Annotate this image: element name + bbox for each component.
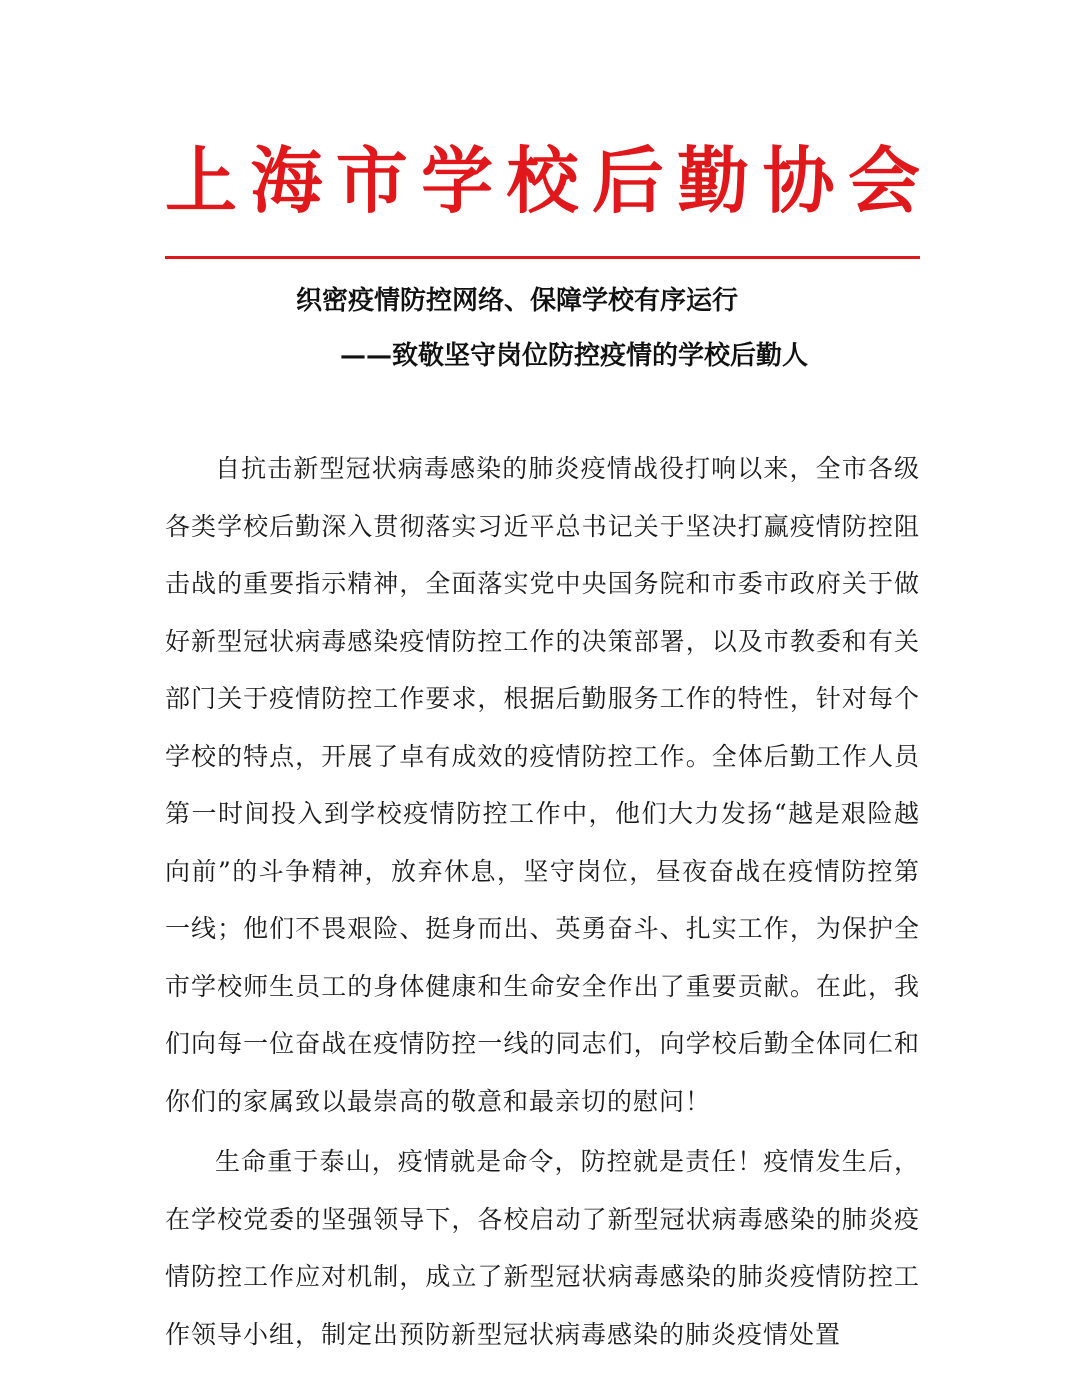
- article-body: [165, 440, 920, 1363]
- masthead-char: 上: [165, 138, 238, 223]
- masthead-char: 协: [762, 138, 835, 223]
- article-subtitle: ——致敬坚守岗位防控疫情的学校后勤人: [340, 341, 809, 371]
- paragraph: 生命重于泰山，疫情就是命令，防控就是责任！疫情发生后，在学校党委的坚强领导下，各校启动了新型冠状病毒感染的肺炎疫情防控工作应对机制，成立了新型冠状病毒感染的肺炎疫情防控工作领导小组，制定出预防新型冠状病毒感染的肺炎疫情处置: [165, 1147, 920, 1349]
- masthead-char: 后: [591, 138, 664, 223]
- article-title: 织密疫情防控网络、保障学校有序运行: [296, 286, 739, 316]
- masthead-char: 勤: [677, 138, 750, 223]
- masthead-char: 海: [250, 138, 323, 223]
- masthead-char: 校: [506, 138, 579, 223]
- organization-masthead: [165, 120, 920, 230]
- masthead-char: 会: [848, 138, 921, 223]
- masthead-char: 市: [335, 138, 408, 223]
- masthead-char: 学: [421, 138, 494, 223]
- header-divider: [165, 256, 920, 259]
- paragraph: 自抗击新型冠状病毒感染的肺炎疫情战役打响以来，全市各级各类学校后勤深入贯彻落实习近平总书记关于坚决打赢疫情防控阻击战的重要指示精神，全面落实党中央国务院和市委市政府关于做好新型冠状病毒感染疫情防控工作的决策部署，以及市教委和有关部门关于疫情防控工作要求，根据后勤服务工作的特性，针对每个学校的特点，开展了卓有成效的疫情防控工作。全体后勤工作人员第一时间投入到学校疫情防控工作中，他们大力发扬“越是艰险越向前”的斗争精神，放弃休息，坚守岗位，昼夜奋战在疫情防控第一线；他们不畏艰险、挺身而出、英勇奋斗、扎实工作，为保护全市学校师生员工的身体健康和生命安全作出了重要贡献。在此，我们向每一位奋战在疫情防控一线的同志们，向学校后勤全体同仁和你们的家属致以最崇高的敬意和最亲切的慰问！: [165, 454, 920, 1116]
